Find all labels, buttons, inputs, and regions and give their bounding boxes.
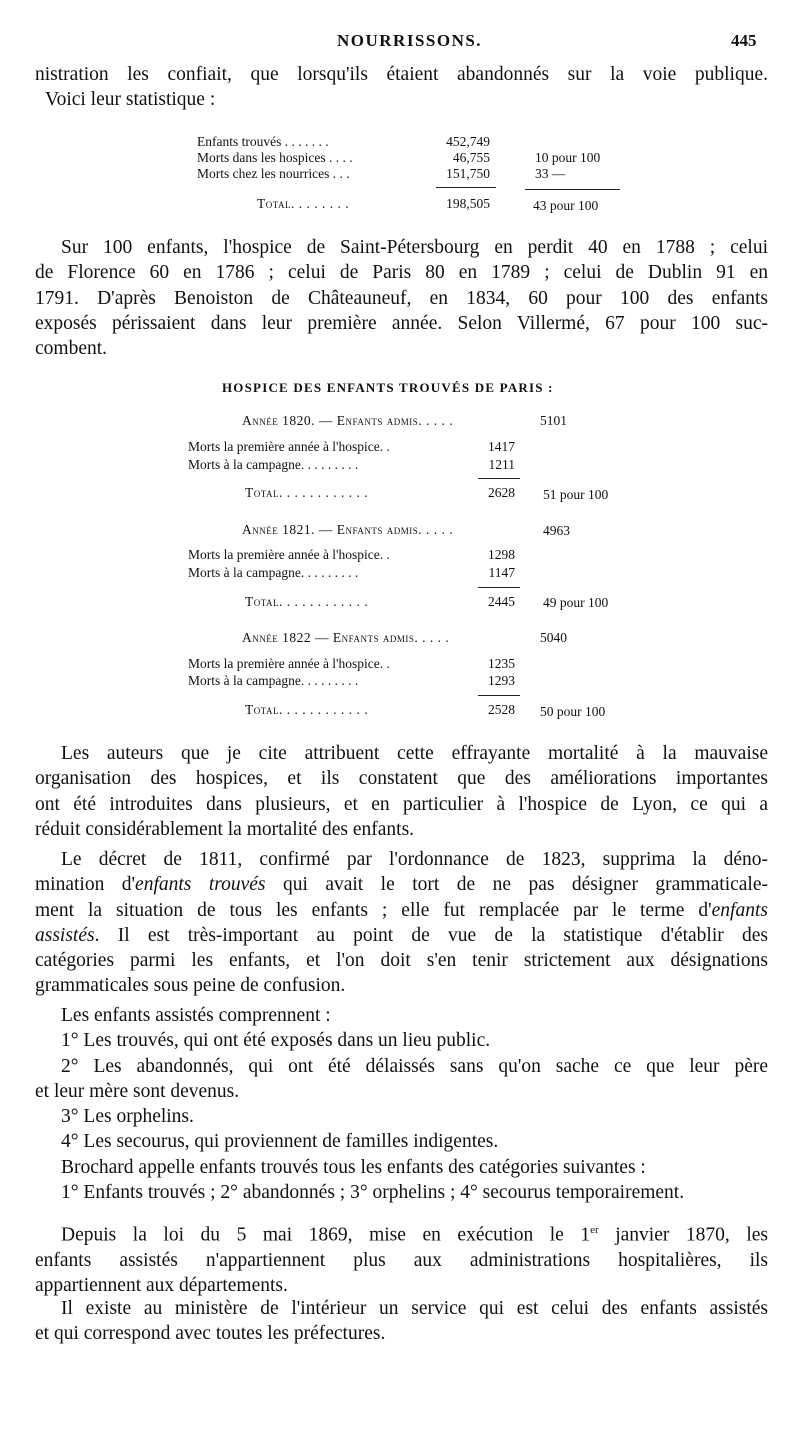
total-value: 2628 <box>488 485 515 500</box>
sum-rule <box>478 478 520 479</box>
hospice-deaths-label: Morts la première année à l'hospice. . <box>188 439 390 454</box>
sum-rule <box>478 695 520 696</box>
paragraph <box>35 847 768 999</box>
sum-rule <box>436 187 496 188</box>
text-line: réduit considérablement la mortalité des enfants. <box>35 818 415 840</box>
row-label: Morts chez les nourrices . . . <box>197 166 350 181</box>
total-label: Total. . . . . . . . . . . . <box>245 594 369 609</box>
total-percentage: 51 pour 100 <box>543 487 609 502</box>
text-line: appartiennent aux départements. <box>35 1275 288 1297</box>
text-line: ont été introduites dans plusieurs, et en particulier à l'hospice de Lyon, ce qui a <box>35 793 768 815</box>
list-item: 1° Enfants trouvés ; 2° abandonnés ; 3° orphelins ; 4° secourus temporairement. <box>61 1182 685 1204</box>
row-value: 46,755 <box>452 150 490 165</box>
text-run: Depuis la loi du 5 mai 1869, mise en exécution le 1 <box>61 1224 591 1246</box>
running-header <box>0 31 800 55</box>
list-item: et leur mère sont devenus. <box>35 1080 240 1102</box>
text-run: janvier 1870, les <box>598 1224 769 1246</box>
row-value: 151,750 <box>446 166 490 181</box>
text-line: 1791. D'après Benoiston de Châteauneuf, en 1834, 60 pour 100 des enfants <box>35 287 768 309</box>
italic-term: enfants trouvés <box>135 874 266 896</box>
total-label: Total. . . . . . . . . . . . <box>245 485 369 500</box>
text-line: Il existe au ministère de l'intérieur un service qui est celui des enfants assistés <box>61 1298 768 1319</box>
text-run: mination d' <box>35 874 136 896</box>
paragraph <box>35 741 768 842</box>
row-percentage: 10 pour 100 <box>535 150 601 165</box>
text-line: et qui correspond avec toutes les préfectures. <box>35 1323 386 1345</box>
campagne-deaths-label: Morts à la campagne. . . . . . . . . <box>188 673 359 688</box>
hospice-deaths-label: Morts la première année à l'hospice. . <box>188 656 390 671</box>
intro-paragraph <box>35 62 768 113</box>
row-label: Enfants trouvés . . . . . . . <box>197 134 329 149</box>
hospice-deaths-value: 1298 <box>488 547 515 562</box>
list-item: 3° Les orphelins. <box>61 1106 194 1128</box>
total-percentage: 50 pour 100 <box>540 704 606 719</box>
total-percentage: 49 pour 100 <box>543 595 609 610</box>
campagne-deaths-value: 1293 <box>488 673 515 688</box>
text-line: grammaticales sous peine de confusion. <box>35 975 346 997</box>
campagne-deaths-value: 1211 <box>488 457 515 472</box>
list-item: 1° Les trouvés, qui ont été exposés dans un lieu public. <box>61 1030 491 1052</box>
campagne-deaths-label: Morts à la campagne. . . . . . . . . <box>188 457 359 472</box>
text-run: ment la situation de tous les enfants ; elle fut remplacée par le terme d' <box>35 899 712 921</box>
row-label: Morts dans les hospices . . . . <box>197 150 353 165</box>
list-item: 2° Les abandonnés, qui ont été délaissés sans qu'on sache ce que leur père <box>61 1055 768 1077</box>
text-line: combent. <box>35 338 108 360</box>
total-label: Total. . . . . . . . . . . . <box>245 702 369 717</box>
row-percentage: 33 — <box>535 166 566 181</box>
list-item: 4° Les secourus, qui proviennent de familles indigentes. <box>61 1131 499 1153</box>
total-value: 2445 <box>488 594 515 609</box>
text-line <box>35 872 768 897</box>
text-line <box>35 1218 768 1248</box>
italic-term: assistés <box>35 924 95 946</box>
sum-rule <box>478 587 520 588</box>
text-line: catégories parmi les enfants, et l'on doit s'en tenir strictement aux désignations <box>35 950 768 972</box>
year-row: Année 1822 — Enfants admis. . . . . <box>242 630 450 645</box>
table-row <box>197 150 353 166</box>
paragraph <box>35 1296 768 1347</box>
row-value: 452,749 <box>446 134 490 149</box>
text-line: nistration les confiait, que lorsqu'ils étaient abandonnés sur la voie publique. <box>35 64 768 85</box>
year-row: Année 1821. — Enfants admis. . . . . <box>242 522 454 537</box>
page-title: NOURRISSONS. <box>337 31 483 50</box>
hospice-deaths-value: 1235 <box>488 656 515 671</box>
total-row <box>257 196 349 212</box>
campagne-deaths-value: 1147 <box>488 565 515 580</box>
text-run: qui avait le tort de ne pas désigner grammaticale- <box>265 874 768 896</box>
text-line: organisation des hospices, et ils constatent que des améliorations importantes <box>35 768 768 790</box>
total-value: 2528 <box>488 702 515 717</box>
total-label: Total. . . . . . . . <box>257 196 350 211</box>
total-value: 198,505 <box>446 196 490 211</box>
table-row <box>197 166 350 182</box>
text-line: exposés périssaient dans leur première année. Selon Villermé, 67 pour 100 suc- <box>35 312 768 334</box>
sum-rule <box>525 189 620 190</box>
year-row: Année 1820. — Enfants admis. . . . . <box>242 413 454 428</box>
text-line: Sur 100 enfants, l'hospice de Saint-Pétersbourg en perdit 40 en 1788 ; celui <box>61 237 768 258</box>
italic-term: enfants <box>711 899 768 921</box>
category-list <box>35 1003 768 1205</box>
admitted-value: 5040 <box>540 630 567 645</box>
text-line <box>35 923 768 948</box>
text-line: Les auteurs que je cite attribuent cette effrayante mortalité à la mauvaise <box>61 743 768 764</box>
campagne-deaths-label: Morts à la campagne. . . . . . . . . <box>188 565 359 580</box>
text-line <box>35 898 768 923</box>
text-line: Voici leur statistique : <box>45 89 216 111</box>
table-row <box>197 134 329 150</box>
paragraph <box>35 1218 768 1298</box>
superscript: er <box>590 1224 599 1236</box>
text-run: . Il est très-important au point de vue de la statistique d'établir des <box>94 924 768 946</box>
total-percentage: 43 pour 100 <box>533 198 599 213</box>
hospice-deaths-label: Morts la première année à l'hospice. . <box>188 547 390 562</box>
admitted-value: 4963 <box>543 523 570 538</box>
admitted-value: 5101 <box>540 413 567 428</box>
page-number: 445 <box>731 31 757 50</box>
text-line: enfants assistés n'appartiennent plus aux administrations hospitalières, ils <box>35 1249 768 1271</box>
hospice-deaths-value: 1417 <box>488 439 515 454</box>
list-item: Les enfants assistés comprennent : <box>61 1005 331 1026</box>
text-line: de Florence 60 en 1786 ; celui de Paris 80 en 1789 ; celui de Dublin 91 en <box>35 262 768 284</box>
text-line: Le décret de 1811, confirmé par l'ordonnance de 1823, supprima la déno- <box>61 849 768 870</box>
table-heading: HOSPICE DES ENFANTS TROUVÉS DE PARIS : <box>222 380 554 395</box>
list-item: Brochard appelle enfants trouvés tous les enfants des catégories suivantes : <box>61 1156 646 1178</box>
paragraph <box>35 235 768 361</box>
